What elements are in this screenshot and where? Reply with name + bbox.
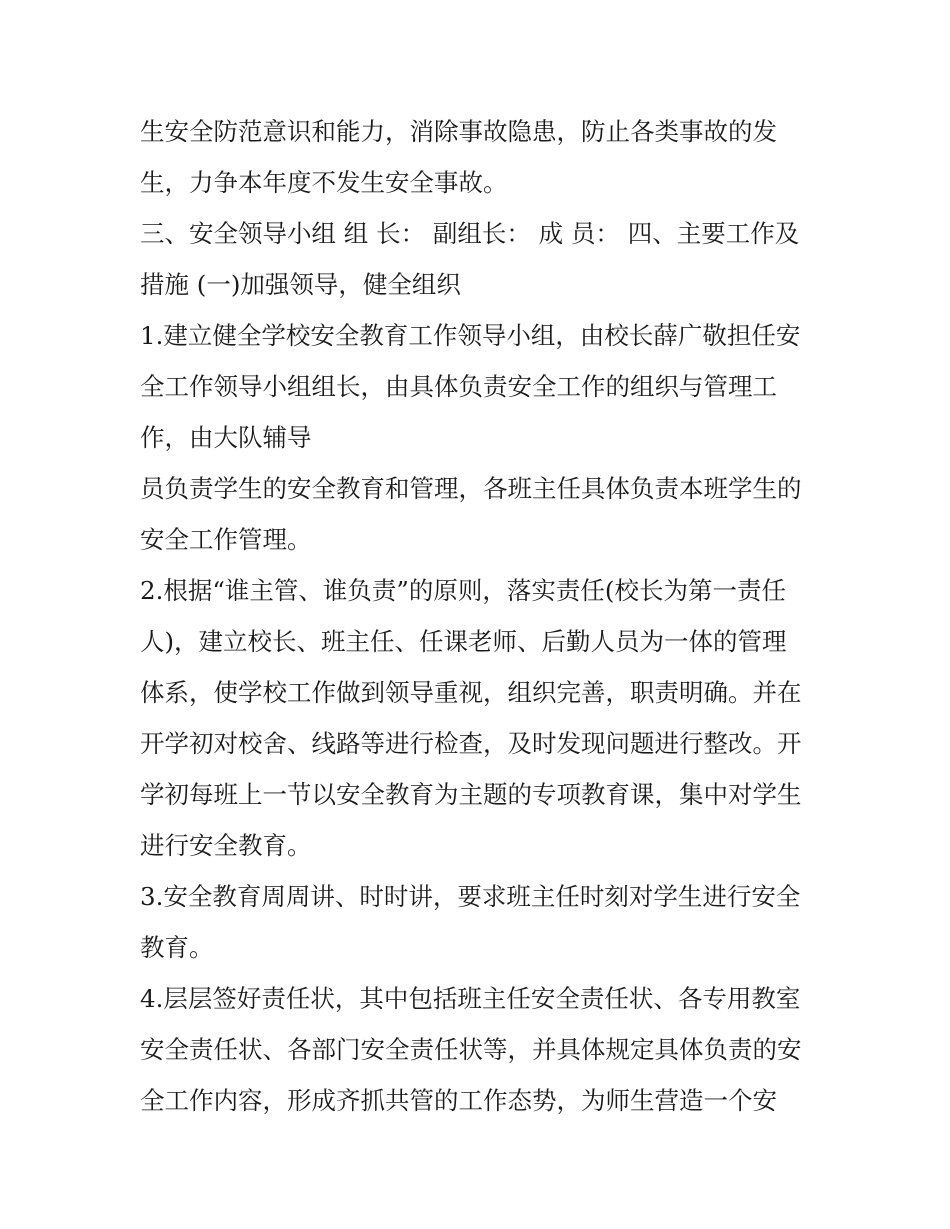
text-line: 作，由大队辅导 (140, 423, 312, 452)
text-line: 教育。 (140, 933, 214, 962)
text-line: 进行安全教育。 (140, 831, 312, 860)
text-line: 员负责学生的安全教育和管理，各班主任具体负责本班学生的 (140, 474, 802, 503)
text-line: 人)，建立校长、班主任、任课老师、后勤人员为一体的管理 (140, 627, 787, 656)
text-line: 2.根据“谁主管、谁负责”的原则，落实责任(校长为第一责任 (140, 576, 786, 605)
text-line: 开学初对校舍、线路等进行检查，及时发现问题进行整改。开 (140, 729, 802, 758)
text-line: 全工作内容，形成齐抓共管的工作态势，为师生营造一个安 (140, 1086, 777, 1115)
text-line: 生，力争本年度不发生安全事故。 (140, 168, 508, 197)
text-line: 措施 (一)加强领导，健全组织 (140, 270, 461, 299)
text-line: 学初每班上一节以安全教育为主题的专项教育课，集中对学生 (140, 780, 802, 809)
text-line: 全工作领导小组组长，由具体负责安全工作的组织与管理工 (140, 372, 777, 401)
text-line: 生安全防范意识和能力，消除事故隐患，防止各类事故的发 (140, 117, 777, 146)
text-line: 安全责任状、各部门安全责任状等，并具体规定具体负责的安 (140, 1035, 802, 1064)
text-line: 体系，使学校工作做到领导重视，组织完善，职责明确。并在 (140, 678, 802, 707)
text-line: 安全工作管理。 (140, 525, 312, 554)
text-line: 1.建立健全学校安全教育工作领导小组，由校长薛广敬担任安 (140, 321, 801, 350)
text-line: 3.安全教育周周讲、时时讲，要求班主任时刻对学生进行安全 (140, 882, 801, 911)
text-line: 4.层层签好责任状，其中包括班主任安全责任状、各专用教室 (140, 984, 801, 1013)
text-line: 三、安全领导小组 组 长： 副组长： 成 员： 四、主要工作及 (140, 219, 800, 248)
document-body (140, 106, 830, 1126)
